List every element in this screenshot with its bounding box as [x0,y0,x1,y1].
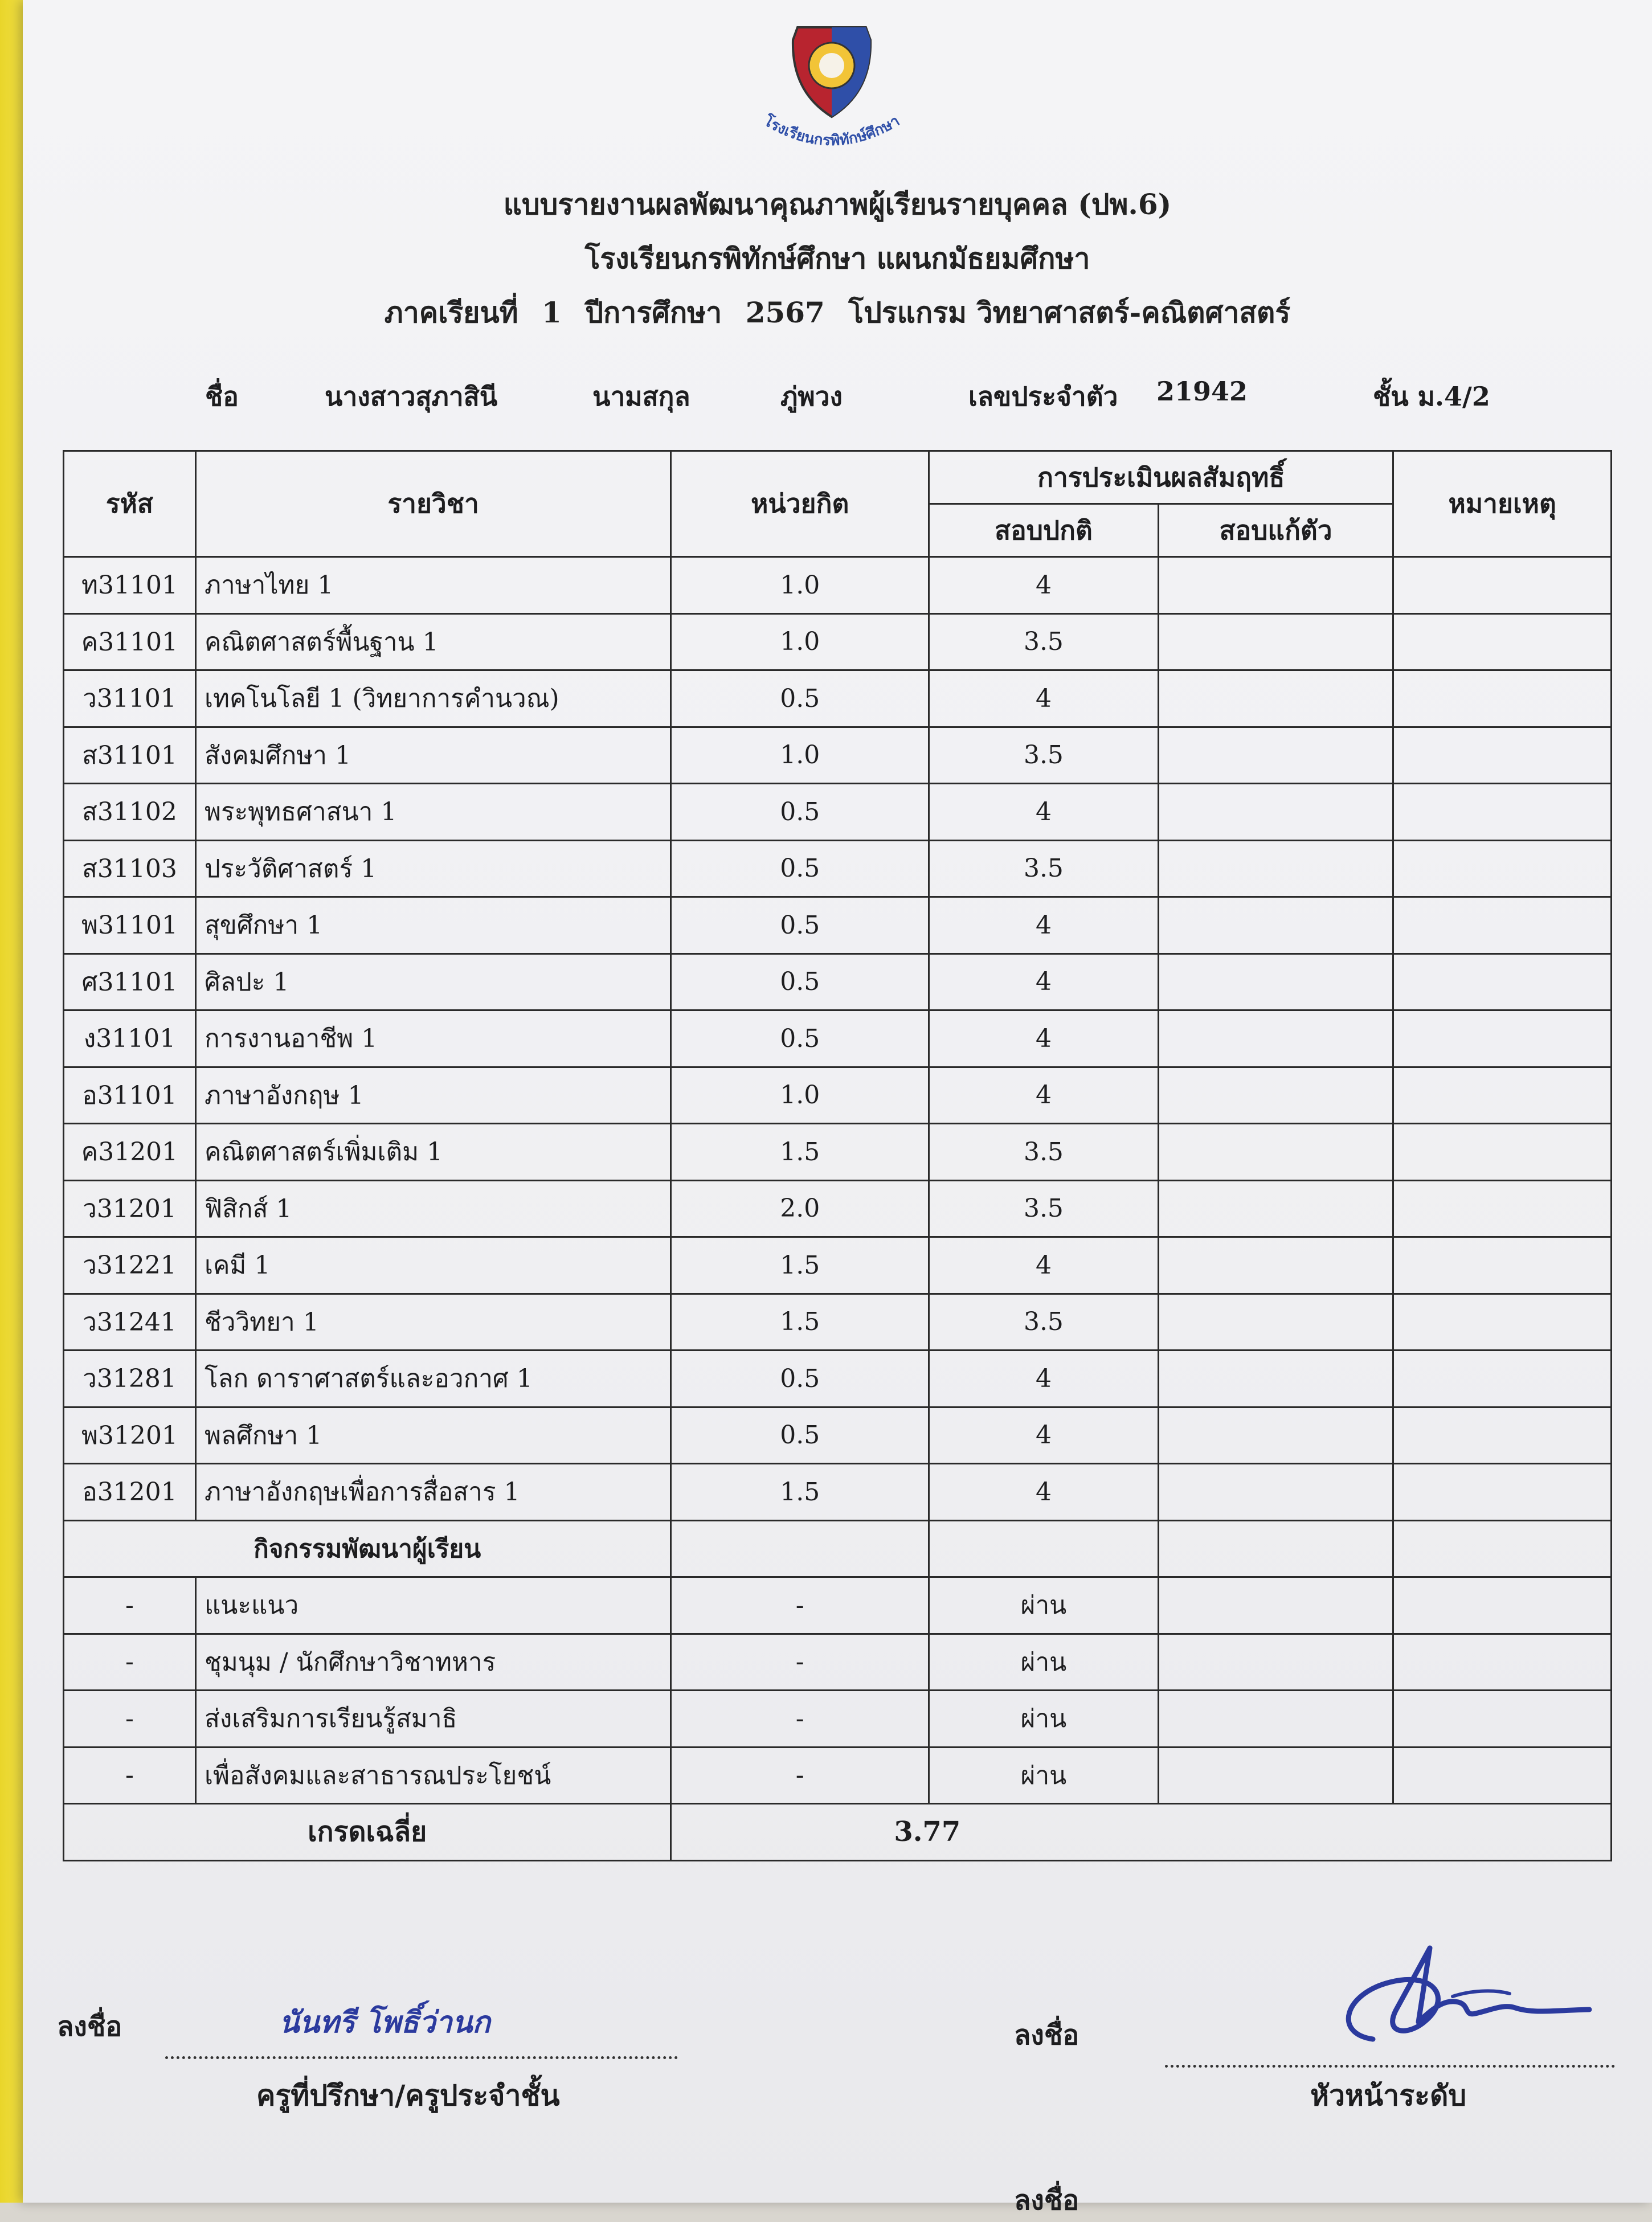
note-cell [1393,1294,1612,1351]
subject-credit: 2.0 [671,1180,929,1237]
activity-code: - [64,1634,196,1691]
retest-cell [1158,557,1393,614]
note-cell [1393,1180,1612,1237]
subject-name: ศิลปะ 1 [195,954,670,1010]
note-cell [1393,840,1612,897]
svg-text:นันทรี โพธิ์ว่านก: นันทรี โพธิ์ว่านก [279,2006,490,2040]
header-code: รหัส [64,451,196,557]
retest-cell [1158,1294,1393,1351]
surname-label: นามสกุล [592,381,690,412]
subject-name: ฟิสิกส์ 1 [195,1180,670,1237]
subject-credit: 0.5 [671,954,929,1010]
note-cell [1393,1464,1612,1521]
activities-section-row [64,1520,1612,1577]
activity-credit: - [671,1747,929,1804]
subject-grade: 4 [929,1351,1159,1407]
retest-cell [1158,1407,1393,1464]
head-sign-label: ลงชื่อ [1014,2019,1079,2051]
subject-name: เทคโนโลยี 1 (วิทยาการคำนวณ) [195,670,670,727]
retest-cell [1158,784,1393,841]
retest-cell [1158,1237,1393,1294]
retest-cell [1158,1351,1393,1407]
term-label: ภาคเรียนที่ [384,296,518,329]
empty-cell [1393,1520,1612,1577]
subject-code: ค31101 [64,613,196,670]
head-role: หัวหน้าระดับ [1310,2078,1467,2112]
table-row [64,1124,1612,1181]
retest-cell [1158,840,1393,897]
table-row [64,784,1612,841]
subject-credit: 1.0 [671,557,929,614]
subject-code: ว31241 [64,1294,196,1351]
advisor-role: ครูที่ปรึกษา/ครูประจำชั้น [256,2078,560,2112]
subject-grade: 4 [929,1407,1159,1464]
empty-cell [1158,1520,1393,1577]
activities-title: กิจกรรมพัฒนาผู้เรียน [64,1520,671,1577]
gpa-label: เกรดเฉลี่ย [64,1804,671,1861]
subject-name: คณิตศาสตร์เพิ่มเติม 1 [195,1124,670,1181]
subject-credit: 0.5 [671,1407,929,1464]
activity-row [64,1747,1612,1804]
header-retest: สอบแก้ตัว [1158,504,1393,557]
retest-cell [1158,1067,1393,1124]
subject-name: พลศึกษา 1 [195,1407,670,1464]
subject-grade: 4 [929,1237,1159,1294]
retest-cell [1158,727,1393,784]
table-row [64,1180,1612,1237]
subject-code: ค31201 [64,1124,196,1181]
head-sign-line [1165,2065,1615,2068]
activity-row [64,1634,1612,1691]
retest-cell [1158,1180,1393,1237]
activity-result: ผ่าน [929,1577,1159,1634]
subject-name: ภาษาไทย 1 [195,557,670,614]
subject-name: ภาษาอังกฤษเพื่อการสื่อสาร 1 [195,1464,670,1521]
advisor-sign-line [165,2056,678,2059]
head-signature [1322,1937,1641,2062]
subject-code: อ31101 [64,1067,196,1124]
retest-cell [1158,1634,1393,1691]
subject-name: เคมี 1 [195,1237,670,1294]
name-label: ชื่อ [205,381,239,412]
student-id: 21942 [1156,376,1248,407]
subject-name: คณิตศาสตร์พื้นฐาน 1 [195,613,670,670]
note-cell [1393,1747,1612,1804]
school-logo [712,17,951,159]
subject-credit: 1.5 [671,1464,929,1521]
subject-code: ว31221 [64,1237,196,1294]
subject-credit: 1.0 [671,613,929,670]
note-cell [1393,1237,1612,1294]
subject-code: ว31201 [64,1180,196,1237]
table-row [64,954,1612,1010]
subject-grade: 4 [929,1067,1159,1124]
student-class: ชั้น ม.4/2 [1373,381,1490,412]
retest-cell [1158,954,1393,1010]
retest-cell [1158,1747,1393,1804]
note-cell [1393,1067,1612,1124]
subject-grade: 4 [929,784,1159,841]
retest-cell [1158,1691,1393,1748]
year-label: ปีการศึกษา [585,296,722,329]
note-cell [1393,727,1612,784]
retest-cell [1158,1577,1393,1634]
activity-row [64,1691,1612,1748]
empty-cell [929,1520,1159,1577]
subject-code: ง31101 [64,1010,196,1067]
note-cell [1393,784,1612,841]
retest-cell [1158,670,1393,727]
subject-grade: 3.5 [929,1294,1159,1351]
student-surname: ภู่พวง [780,381,843,412]
activity-name: เพื่อสังคมและสาธารณประโยชน์ [195,1747,670,1804]
report-title: แบบรายงานผลพัฒนาคุณภาพผู้เรียนรายบุคคล (ปพ.6) [503,187,1172,221]
header-subject: รายวิชา [195,451,670,557]
subject-grade: 4 [929,1010,1159,1067]
student-id-label: เลขประจำตัว [968,381,1118,412]
report-sheet [23,0,1652,2216]
activity-code: - [64,1691,196,1748]
note-cell [1393,1691,1612,1748]
subject-grade: 4 [929,954,1159,1010]
activity-credit: - [671,1691,929,1748]
table-row [64,1067,1612,1124]
subject-code: ส31102 [64,784,196,841]
subject-credit: 1.0 [671,1067,929,1124]
subject-name: พระพุทธศาสนา 1 [195,784,670,841]
header-assessment: การประเมินผลสัมฤทธิ์ [929,451,1393,504]
advisor-signature [268,1994,632,2045]
subject-name: ชีววิทยา 1 [195,1294,670,1351]
year-value: 2567 [745,296,825,329]
gpa-row [64,1804,1612,1861]
empty-cell [671,1520,929,1577]
table-row [64,1010,1612,1067]
note-cell [1393,1577,1612,1634]
term-value: 1 [542,296,562,329]
subject-name: การงานอาชีพ 1 [195,1010,670,1067]
subject-credit: 1.0 [671,727,929,784]
logo-school-text: โรงเรียนกรพิทักษ์ศึกษา [760,112,903,150]
school-name: โรงเรียนกรพิทักษ์ศึกษา แผนกมัธยมศึกษา [584,242,1090,275]
retest-cell [1158,897,1393,954]
subject-grade: 3.5 [929,1180,1159,1237]
activity-result: ผ่าน [929,1691,1159,1748]
note-cell [1393,897,1612,954]
subject-name: ประวัติศาสตร์ 1 [195,840,670,897]
header-normal-exam: สอบปกติ [929,504,1159,557]
table-row [64,1351,1612,1407]
table-row [64,613,1612,670]
table-row [64,557,1612,614]
note-cell [1393,1010,1612,1067]
activity-credit: - [671,1634,929,1691]
grades-body [64,557,1612,1804]
subject-code: พ31201 [64,1407,196,1464]
activity-result: ผ่าน [929,1747,1159,1804]
table-row [64,1464,1612,1521]
note-cell [1393,1351,1612,1407]
subject-credit: 0.5 [671,670,929,727]
subject-grade: 4 [929,557,1159,614]
header-note: หมายเหตุ [1393,451,1612,557]
student-name: นางสาวสุภาสินี [325,381,498,412]
gpa-value: 3.77 [671,1804,1612,1861]
table-row [64,727,1612,784]
subject-code: ศ31101 [64,954,196,1010]
retest-cell [1158,613,1393,670]
subject-name: โลก ดาราศาสตร์และอวกาศ 1 [195,1351,670,1407]
activity-code: - [64,1747,196,1804]
table-row [64,670,1612,727]
subject-code: ท31101 [64,557,196,614]
note-cell [1393,1124,1612,1181]
subject-code: ส31103 [64,840,196,897]
activity-credit: - [671,1577,929,1634]
subject-name: สังคมศึกษา 1 [195,727,670,784]
advisor-sign-label: ลงชื่อ [57,2011,122,2043]
subject-grade: 3.5 [929,727,1159,784]
grades-table [63,450,1612,1861]
note-cell [1393,954,1612,1010]
subject-name: ภาษาอังกฤษ 1 [195,1067,670,1124]
activity-result: ผ่าน [929,1634,1159,1691]
term-line [23,290,1652,335]
note-cell [1393,557,1612,614]
subject-credit: 0.5 [671,784,929,841]
subject-code: พ31101 [64,897,196,954]
student-info [23,376,1652,416]
note-cell [1393,613,1612,670]
subject-code: ว31101 [64,670,196,727]
table-row [64,840,1612,897]
signature-area [23,1971,1652,2216]
subject-code: ว31281 [64,1351,196,1407]
subject-name: สุขศึกษา 1 [195,897,670,954]
activity-name: แนะแนว [195,1577,670,1634]
activity-code: - [64,1577,196,1634]
subject-grade: 4 [929,670,1159,727]
subject-grade: 3.5 [929,613,1159,670]
table-row [64,897,1612,954]
subject-grade: 4 [929,1464,1159,1521]
retest-cell [1158,1464,1393,1521]
subject-code: อ31201 [64,1464,196,1521]
subject-credit: 0.5 [671,897,929,954]
subject-grade: 4 [929,897,1159,954]
subject-credit: 0.5 [671,840,929,897]
subject-credit: 1.5 [671,1124,929,1181]
table-row [64,1237,1612,1294]
subject-code: ส31101 [64,727,196,784]
table-row [64,1294,1612,1351]
table-row [64,1407,1612,1464]
activity-name: ชุมนุม / นักศึกษาวิชาทหาร [195,1634,670,1691]
retest-cell [1158,1010,1393,1067]
activity-name: ส่งเสริมการเรียนรู้สมาธิ [195,1691,670,1748]
note-cell [1393,1407,1612,1464]
note-cell [1393,1634,1612,1691]
header-credit: หน่วยกิต [671,451,929,557]
subject-credit: 1.5 [671,1294,929,1351]
subject-credit: 0.5 [671,1010,929,1067]
program: โปรแกรม วิทยาศาสตร์-คณิตศาสตร์ [848,296,1291,329]
subject-credit: 1.5 [671,1237,929,1294]
subject-grade: 3.5 [929,1124,1159,1181]
retest-cell [1158,1124,1393,1181]
note-cell [1393,670,1612,727]
activity-row [64,1577,1612,1634]
third-sign-label: ลงชื่อ [1014,2184,1079,2216]
subject-credit: 0.5 [671,1351,929,1407]
subject-grade: 3.5 [929,840,1159,897]
